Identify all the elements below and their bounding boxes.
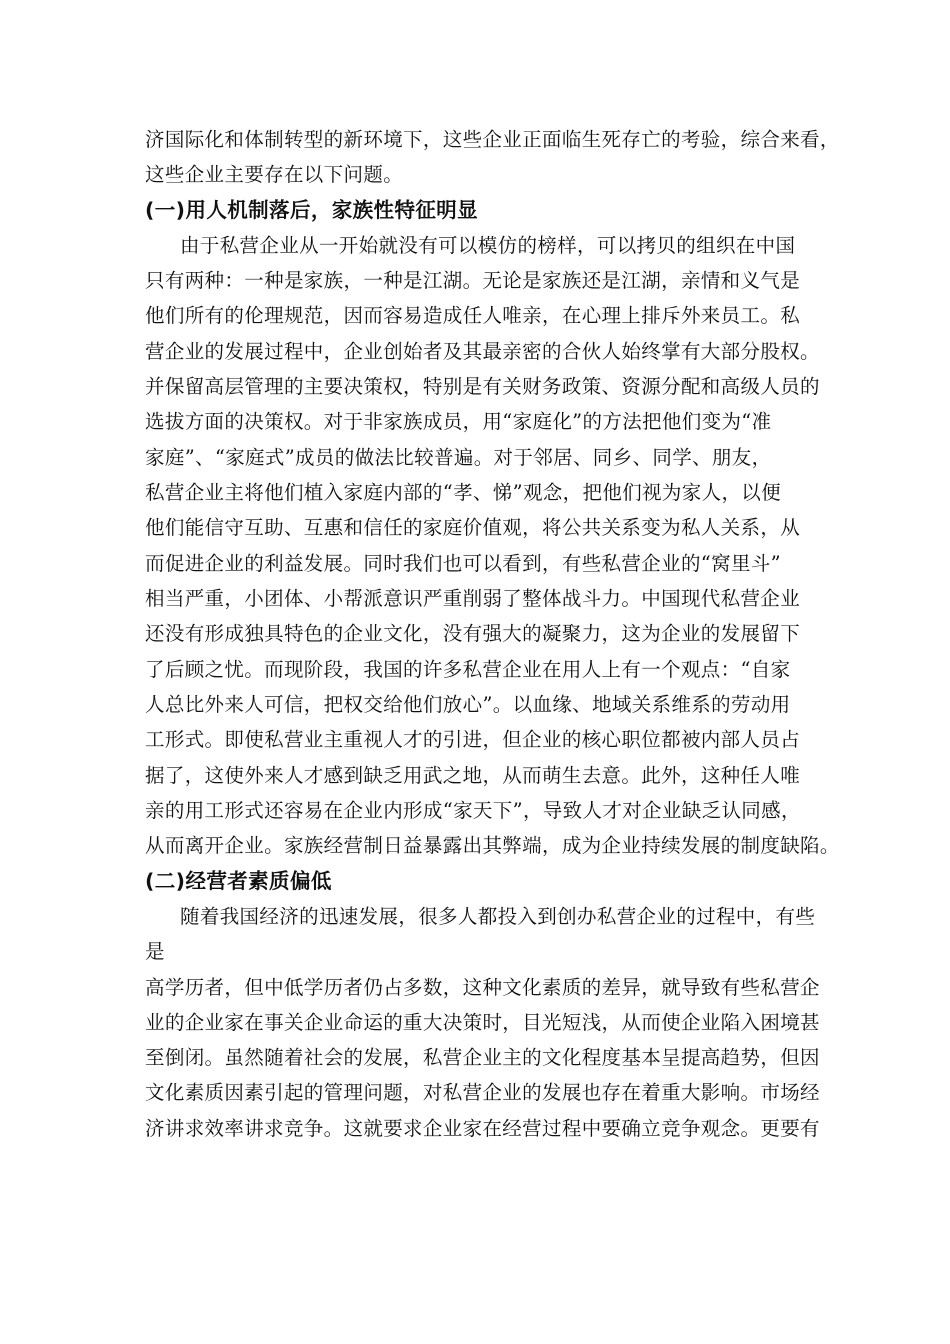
section-1-line: 他们所有的伦理规范，因而容易造成任人唯亲，在心理上排斥外来员工。私 — [145, 304, 801, 327]
section-1-line: 私营企业主将他们植入家庭内部的“孝、悌”观念，把他们视为家人，以便 — [145, 481, 781, 504]
section-1-line: 他们能信守互助、互惠和信任的家庭价值观，将公共关系变为私人关系，从 — [145, 516, 801, 539]
section-1-line: 只有两种：一种是家族，一种是江湖。无论是家族还是江湖，亲情和义气是 — [145, 269, 801, 292]
section-1-line: 了后顾之忧。而现阶段，我国的许多私营企业在用人上有一个观点：“自家 — [145, 658, 791, 681]
section-2-heading: (二)经营者素质偏低 — [145, 869, 332, 893]
section-2-line: 高学历者，但中低学历者仍占多数，这种文化素质的差异，就导致有些私营企 — [145, 976, 820, 999]
intro-line-1: 济国际化和体制转型的新环境下，这些企业正面临生死存亡的考验，综合来看， — [145, 128, 840, 151]
section-1-line: 亲的用工形式还容易在企业内形成“家天下”，导致人才对企业缺乏认同感， — [145, 799, 801, 822]
section-2-line: 文化素质因素引起的管理问题，对私营企业的发展也存在着重大影响。市场经 — [145, 1081, 820, 1104]
section-2-line: 随着我国经济的迅速发展，很多人都投入到创办私营企业的过程中，有些 — [180, 905, 816, 928]
section-2-line: 是 — [145, 940, 165, 963]
section-1-line: 人总比外来人可信，把权交给他们放心”。以血缘、地域关系维系的劳动用 — [145, 693, 791, 716]
section-1-line: 选拔方面的决策权。对于非家族成员，用“家庭化”的方法把他们变为“准 — [145, 410, 772, 433]
section-1-line: 据了，这使外来人才感到缺乏用武之地，从而萌生去意。此外，这种任人唯 — [145, 764, 801, 787]
intro-line-2: 这些企业主要存在以下问题。 — [145, 163, 404, 186]
section-1-line: 家庭”、“家庭式”成员的做法比较普遍。对于邻居、同乡、同学、朋友， — [145, 446, 772, 469]
section-1-line: 相当严重，小团体、小帮派意识严重削弱了整体战斗力。中国现代私营企业 — [145, 587, 801, 610]
section-1-line: 由于私营企业从一开始就没有可以模仿的榜样，可以拷贝的组织在中国 — [180, 234, 796, 257]
section-1-line: 工形式。即使私营业主重视人才的引进，但企业的核心职位都被内部人员占 — [145, 728, 801, 751]
section-1-line: 营企业的发展过程中，企业创始者及其最亲密的合伙人始终掌有大部分股权。 — [145, 340, 820, 363]
section-1-line: 还没有形成独具特色的企业文化，没有强大的凝聚力，这为企业的发展留下 — [145, 622, 801, 645]
section-1-line: 从而离开企业。家族经营制日益暴露出其弊端，成为企业持续发展的制度缺陷。 — [145, 834, 840, 857]
section-2-line: 至倒闭。虽然随着社会的发展，私营企业主的文化程度基本呈提高趋势，但因 — [145, 1046, 820, 1069]
section-1-heading: (一)用人机制落后，家族性特征明显 — [145, 198, 479, 222]
section-1-line: 而促进企业的利益发展。同时我们也可以看到，有些私营企业的“窝里斗” — [145, 552, 781, 575]
section-2-line: 业的企业家在事关企业命运的重大决策时，目光短浅，从而使企业陷入困境甚 — [145, 1011, 820, 1034]
section-2-line: 济讲求效率讲求竞争。这就要求企业家在经营过程中要确立竞争观念。更要有 — [145, 1117, 820, 1140]
section-1-line: 并保留高层管理的主要决策权，特别是有关财务政策、资源分配和高级人员的 — [145, 375, 820, 398]
